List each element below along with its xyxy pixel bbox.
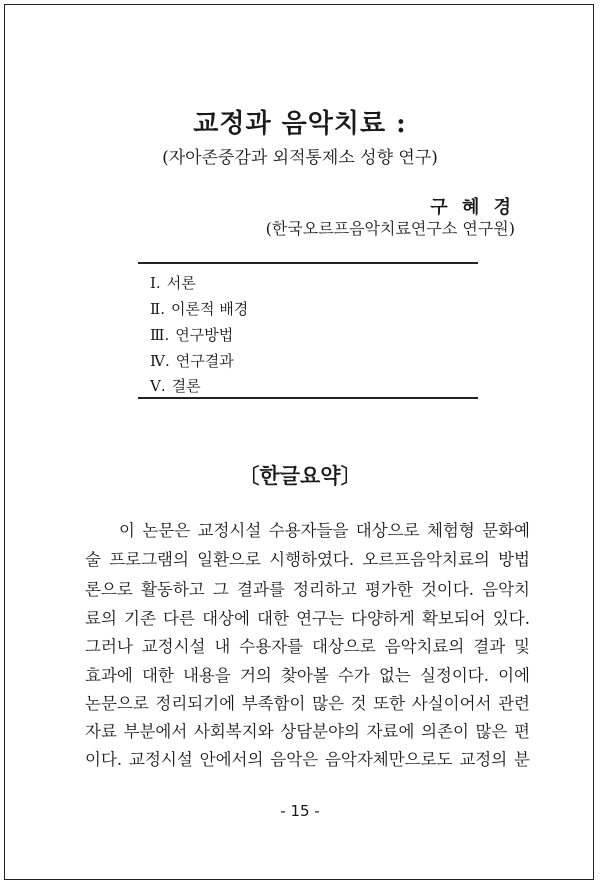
table-of-contents <box>138 262 478 399</box>
abstract-line: 논문으로 정리되기에 부족함이 많은 것 또한 사실이어서 관련 <box>85 694 530 713</box>
toc-label: 이론적 배경 <box>170 300 249 318</box>
abstract-line: 자료 부분에서 사회복지와 상담분야의 자료에 의존이 많은 편 <box>85 722 530 741</box>
toc-number: Ⅳ. <box>150 352 170 370</box>
toc-label: 결론 <box>171 377 201 395</box>
page-number: - 15 - <box>280 802 320 820</box>
toc-label: 연구결과 <box>175 352 234 370</box>
abstract-line: 효과에 대한 내용을 거의 찾아볼 수가 없는 실정이다. 이에 <box>85 666 530 685</box>
abstract-line: 료의 기존 다른 대상에 대한 연구는 다양하게 확보되어 있다. <box>85 609 530 628</box>
paper-title: 교정과 음악치료 : <box>193 109 407 139</box>
toc-item <box>150 375 201 396</box>
abstract-line: 그러나 교정시설 내 수용자를 대상으로 음악치료의 결과 및 <box>85 637 530 656</box>
toc-number: Ⅲ. <box>150 326 170 344</box>
toc-item <box>150 272 196 293</box>
toc-number: Ⅴ. <box>150 377 166 395</box>
toc-number: Ⅱ. <box>150 300 165 318</box>
toc-item <box>150 350 234 371</box>
abstract-heading: 〔한글요약〕 <box>238 464 362 488</box>
paper-subtitle: (자아존중감과 외적통제소 성향 연구) <box>162 148 438 168</box>
toc-label: 연구방법 <box>175 326 234 344</box>
abstract-line: 술 프로그램의 일환으로 시행하였다. 오르프음악치료의 방법 <box>85 550 530 569</box>
author-name: 구 혜 경 <box>430 197 515 218</box>
toc-label: 서론 <box>166 274 196 292</box>
abstract-line: 론으로 활동하고 그 결과를 정리하고 평가한 것이다. 음악치 <box>85 580 530 599</box>
toc-item <box>150 324 233 345</box>
toc-number: Ⅰ. <box>150 274 161 292</box>
abstract-line: 이다. 교정시설 안에서의 음악은 음악자체만으로도 교정의 분 <box>85 750 530 769</box>
toc-item <box>150 298 248 319</box>
author-affiliation: (한국오르프음악치료연구소 연구원) <box>265 219 515 238</box>
abstract-line: 이 논문은 교정시설 수용자들을 대상으로 체험형 문화예 <box>119 521 530 540</box>
